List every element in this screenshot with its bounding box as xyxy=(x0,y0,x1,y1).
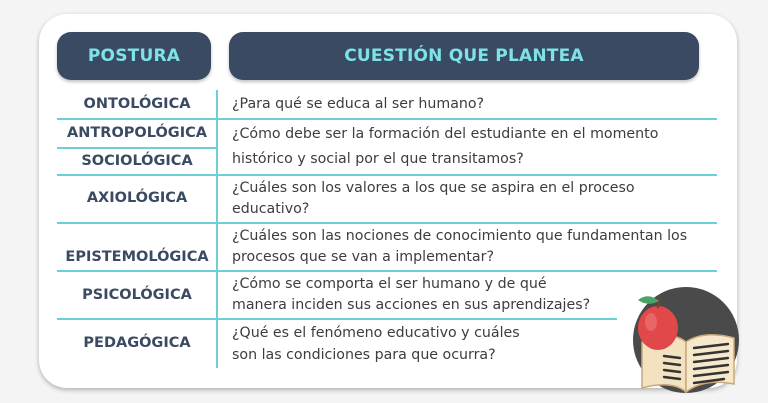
row-divider-sub xyxy=(57,147,217,149)
posture-sociologica: SOCIOLÓGICA xyxy=(81,153,193,169)
posture-psicologica: PSICOLÓGICA xyxy=(82,287,192,303)
question-antropologica-sociologica: ¿Cómo debe ser la formación del estudiante en el momento histórico y social por el que transitamos? xyxy=(232,126,659,167)
row-divider xyxy=(57,318,217,320)
row-divider xyxy=(57,270,717,272)
row-divider xyxy=(57,174,717,176)
posture-antropologica: ANTROPOLÓGICA xyxy=(67,125,207,141)
row-divider xyxy=(57,118,717,120)
question-epistemologica: ¿Cuáles son las nociones de conocimiento que fundamentan los procesos que se van a implementar? xyxy=(232,228,688,265)
posture-epistemologica: EPISTEMOLÓGICA xyxy=(65,249,209,265)
question-ontologica: ¿Para qué se educa al ser humano? xyxy=(232,96,485,112)
question-psicologica: ¿Cómo se comporta el ser humano y de qué manera inciden sus acciones en sus aprendizajes? xyxy=(232,276,591,313)
question-pedagogica: ¿Qué es el fenómeno educativo y cuáles son las condiciones para que ocurra? xyxy=(232,325,520,363)
posture-axiologica: AXIOLÓGICA xyxy=(86,190,188,206)
posture-pedagogica: PEDAGÓGICA xyxy=(83,335,191,351)
posture-ontologica: ONTOLÓGICA xyxy=(83,96,191,112)
question-axiologica: ¿Cuáles son los valores a los que se aspira en el proceso educativo? xyxy=(232,180,635,217)
header-question: CUESTIÓN QUE PLANTEA xyxy=(229,32,699,80)
header-posture: POSTURA xyxy=(57,32,211,80)
row-divider xyxy=(57,222,717,224)
apple-on-book-icon xyxy=(624,280,744,395)
row-divider xyxy=(217,318,617,320)
